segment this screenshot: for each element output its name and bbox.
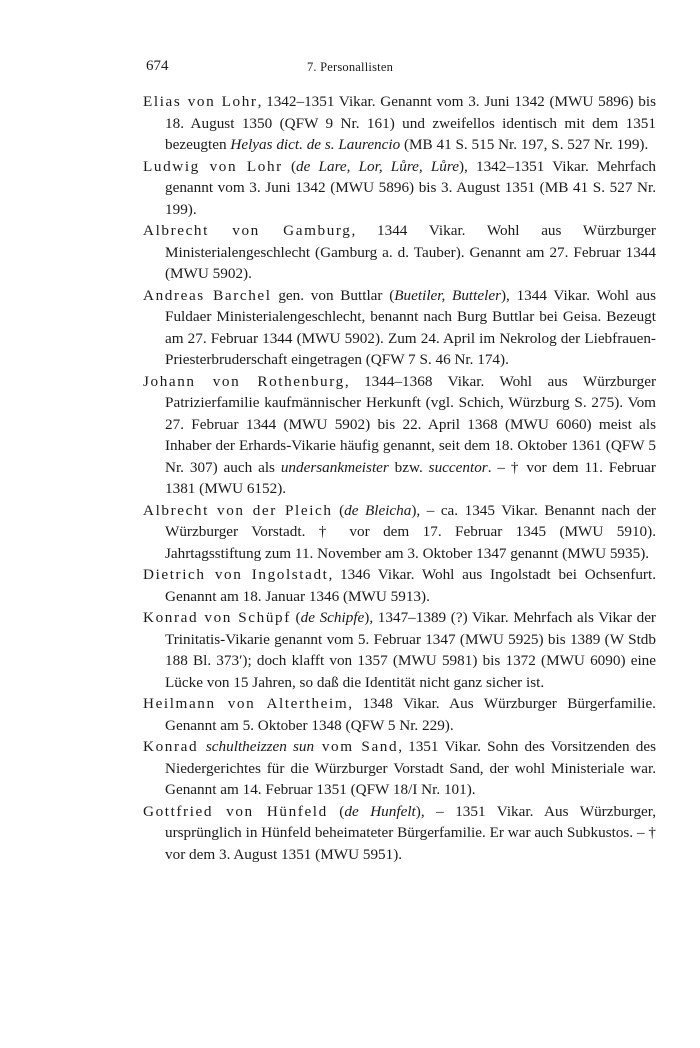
entry-text: ( — [327, 802, 345, 820]
entry-text: (MB 41 S. 515 Nr. 197, S. 527 Nr. 199). — [400, 136, 649, 153]
entry-text: ), 1342–1351 Vikar. Mehrfach genannt vom 3. Juni 1342 (MWU 5896) bis 3. August 1351 (MB 41 S. 527 Nr. 199). — [165, 157, 656, 218]
page-header — [0, 58, 700, 80]
entry-text: , 1348 Vikar. Aus Würzburger Bürgerfamilie. Genannt am 5. Oktober 1348 (QFW 5 Nr. 229). — [165, 695, 656, 734]
list-entry — [143, 736, 656, 801]
page-number: 674 — [146, 58, 169, 74]
entry-text: ( — [332, 501, 345, 519]
entry-name: Konrad — [143, 738, 206, 755]
entry-name: Elias von Lohr — [143, 93, 258, 110]
entry-name: Konrad von Schüpf — [143, 609, 291, 626]
list-entry — [143, 371, 656, 500]
running-head: 7. Personallisten — [306, 60, 394, 74]
entry-text: ( — [282, 157, 297, 175]
entry-text: , 1344 Vikar. Wohl aus Würzburger Ministerialengeschlecht (Gamburg a. d. Tauber). Genannt am 27. Februar 1344 (MWU 5902). — [165, 222, 656, 282]
latin-form: succentor — [428, 458, 488, 476]
entry-name: Ludwig von Lohr — [143, 157, 283, 175]
personnel-list — [143, 91, 656, 865]
entry-name: Heilmann von Altertheim — [143, 695, 349, 712]
entry-text: ), – 1351 Vikar. Aus Würzburger, ursprünglich in Hünfeld beheimateter Bürgerfamilie. Er war auch Subkustos. – † vor dem 3. August 1351 (MWU 5951). — [165, 802, 657, 863]
entry-text: bzw. — [388, 458, 429, 476]
latin-form: undersankmeister — [280, 458, 389, 476]
entry-text: ( — [290, 609, 301, 626]
list-entry — [143, 564, 656, 607]
entry-name: Gottfried von Hünfeld — [143, 802, 328, 820]
list-entry — [143, 801, 656, 866]
entry-name-tail: vom Sand — [314, 738, 399, 755]
entry-text: , 1346 Vikar. Wohl aus Ingolstadt bei Ochsenfurt. Genannt am 18. Januar 1346 (MWU 5913). — [165, 566, 656, 605]
list-entry — [143, 607, 656, 693]
entry-text: , 1344–1368 Vikar. Wohl aus Würzburger Patrizierfamilie kaufmännischer Herkunft (vgl. Schich, Würzburg S. 275). Vom 27. Februar 1344 (MWU 5902) bis 22. April 1368 (MWU 6060) meist als Inhaber der Erhards-Vikarie häufig genannt, seit dem 18. Oktober 1361 (QFW 5 Nr. 307) auch als — [165, 372, 657, 476]
entry-text: ), 1347–1389 (?) Vikar. Mehrfach als Vikar der Trinitatis-Vikarie genannt vom 5. Februar 1347 (MWU 5925) bis 1389 (W Stdb 188 Bl. 373′); doch klafft von 1357 (MWU 5981) bis 1372 (MWU 6090) eine Lücke von 15 Jahren, so daß die Identität nicht ganz sicher ist. — [165, 609, 656, 691]
entry-text: , 1342–1351 Vikar. Genannt vom 3. Juni 1342 (MWU 5896) bis 18. August 1350 (QFW 9 Nr. 161) und zweifellos identisch mit dem 1351 bezeugten — [165, 93, 657, 153]
entry-text: , 1351 Vikar. Sohn des Vorsitzenden des Niedergerichtes für die Würzburger Vorstadt Sand, der wohl Ministeriale war. Genannt am 14. Februar 1351 (QFW 18/I Nr. 101). — [165, 738, 657, 798]
entry-name: Albrecht von der Pleich — [143, 501, 333, 519]
latin-form: Buetiler, Butteler — [394, 286, 501, 304]
entry-name: Johann von Rothenburg — [143, 372, 345, 390]
latin-form: de Hunfelt — [344, 802, 416, 820]
latin-form: de Bleicha — [344, 501, 412, 519]
list-entry — [143, 220, 656, 285]
list-entry — [143, 500, 656, 565]
entry-text: gen. von Buttlar ( — [271, 286, 395, 304]
latin-form: de Schipfe — [300, 609, 365, 626]
latin-form: Helyas dict. de s. Laurencio — [230, 136, 401, 153]
list-entry — [143, 693, 656, 736]
entry-text: . – † vor dem 11. Februar 1381 (MWU 6152). — [165, 458, 656, 497]
latin-form: de Lare, Lor, Lůre, Lůre — [296, 157, 459, 175]
list-entry — [143, 285, 656, 371]
entry-name-epithet: schultheizzen sun — [205, 738, 315, 755]
list-entry — [143, 91, 656, 156]
entry-name: Albrecht von Gamburg — [143, 222, 352, 239]
entry-name: Dietrich von Ingolstadt — [143, 566, 329, 583]
entry-name: Andreas Barchel — [143, 286, 272, 304]
list-entry — [143, 156, 656, 221]
entry-text: ), – ca. 1345 Vikar. Benannt nach der Würzburger Vorstadt. † vor dem 17. Februar 1345 (MWU 5910). Jahrtagsstiftung zum 11. November am 3. Oktober 1347 genannt (MWU 5935). — [165, 501, 656, 562]
entry-text: ), 1344 Vikar. Wohl aus Fuldaer Ministerialengeschlecht, benannt nach Burg Buttlar bei Geisa. Bezeugt am 27. Februar 1344 (MWU 5902). Zum 24. April im Nekrolog der Liebfrauen-Priesterbruderschaft eingetragen (QFW 7 S. 46 Nr. 174). — [165, 286, 657, 368]
